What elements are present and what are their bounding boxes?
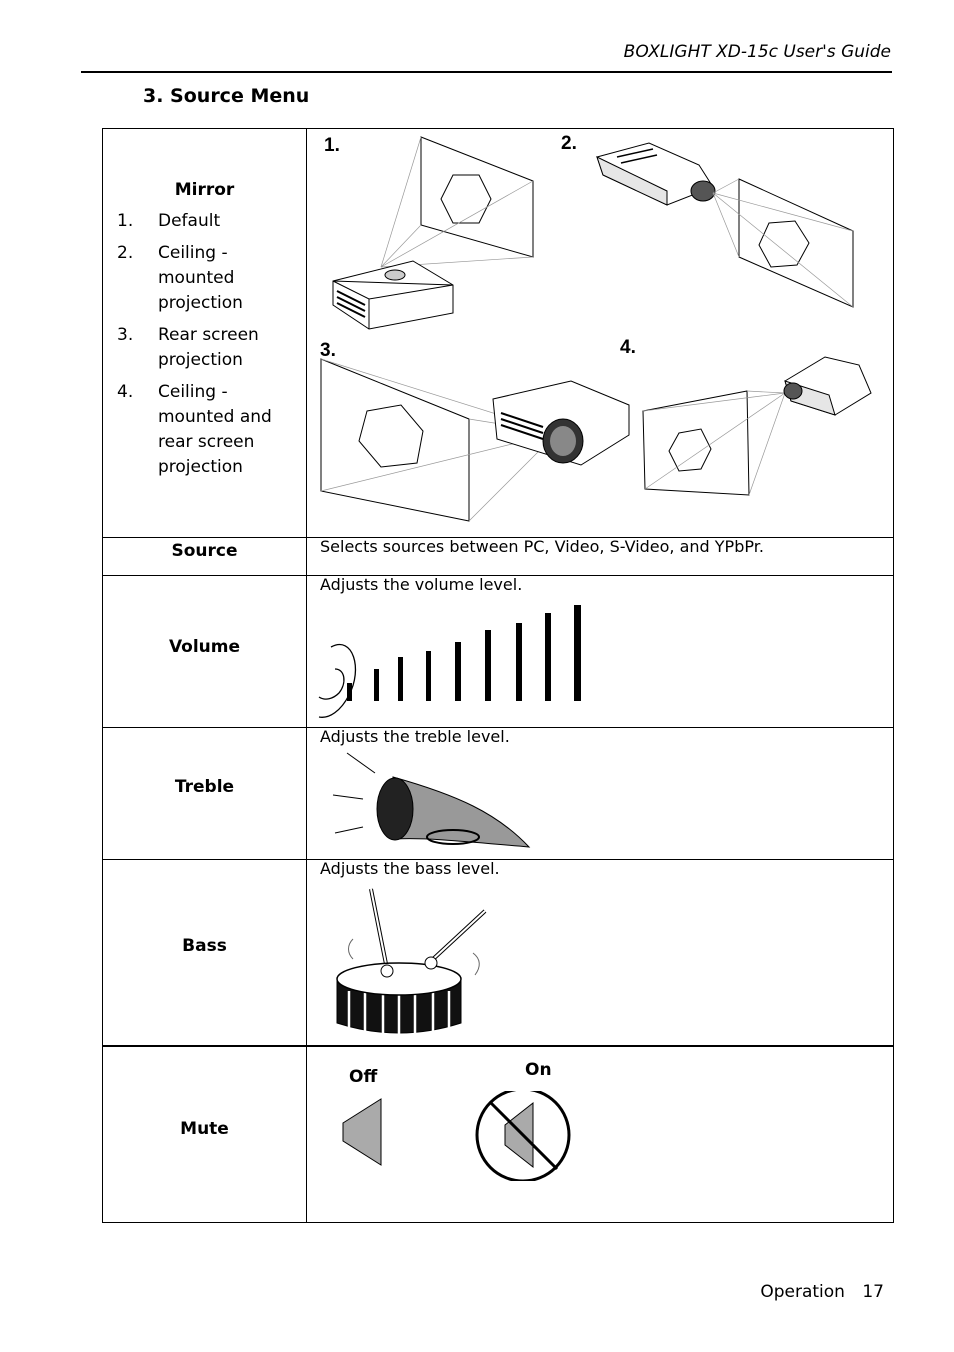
treble-horn-icon [331, 751, 541, 855]
treble-label: Treble [174, 777, 235, 797]
mirror-option: 3. Rear screen projection [117, 325, 259, 370]
figure-number-3: 3. [320, 340, 336, 361]
source-label: Source [171, 541, 238, 561]
section-title: 3. Source Menu [143, 85, 310, 107]
projector-ceiling-illustration [587, 135, 877, 325]
mute-label: Mute [180, 1119, 229, 1139]
mirror-label: Mirror [174, 180, 235, 200]
volume-level-bars-icon [311, 599, 583, 723]
bass-label: Bass [182, 936, 227, 956]
projector-rear-illustration [317, 355, 633, 525]
bass-drum-icon [333, 883, 493, 1039]
mute-on-label: On [525, 1060, 552, 1080]
page-number: 17 [862, 1282, 884, 1302]
speaker-muted-icon [473, 1091, 575, 1181]
source-description: Selects sources between PC, Video, S-Video, and YPbPr. [320, 537, 764, 556]
running-header: BOXLIGHT XD-15c User's Guide [623, 42, 891, 62]
mute-off-label: Off [349, 1067, 378, 1087]
figure-number-4: 4. [620, 337, 636, 358]
projector-front-illustration [321, 133, 551, 333]
column-divider [306, 129, 307, 1222]
mirror-option: 4. Ceiling - mounted and rear screen projection [117, 382, 272, 477]
source-menu-table [102, 128, 894, 1223]
mirror-option: 1. Default [117, 211, 221, 231]
page-footer [760, 1282, 884, 1302]
projector-ceiling-rear-illustration [639, 349, 875, 499]
footer-section: Operation [760, 1282, 845, 1302]
mirror-option: 2. Ceiling - mounted projection [117, 243, 243, 313]
volume-description: Adjusts the volume level. [320, 575, 523, 594]
mirror-options-list [117, 209, 297, 487]
volume-label: Volume [168, 637, 241, 657]
treble-description: Adjusts the treble level. [320, 727, 510, 746]
figure-number-2: 2. [561, 133, 577, 154]
figure-number-1: 1. [324, 135, 340, 156]
speaker-off-icon [339, 1095, 389, 1169]
row-divider [103, 1045, 893, 1047]
bass-description: Adjusts the bass level. [320, 859, 500, 878]
header-rule [81, 71, 892, 73]
